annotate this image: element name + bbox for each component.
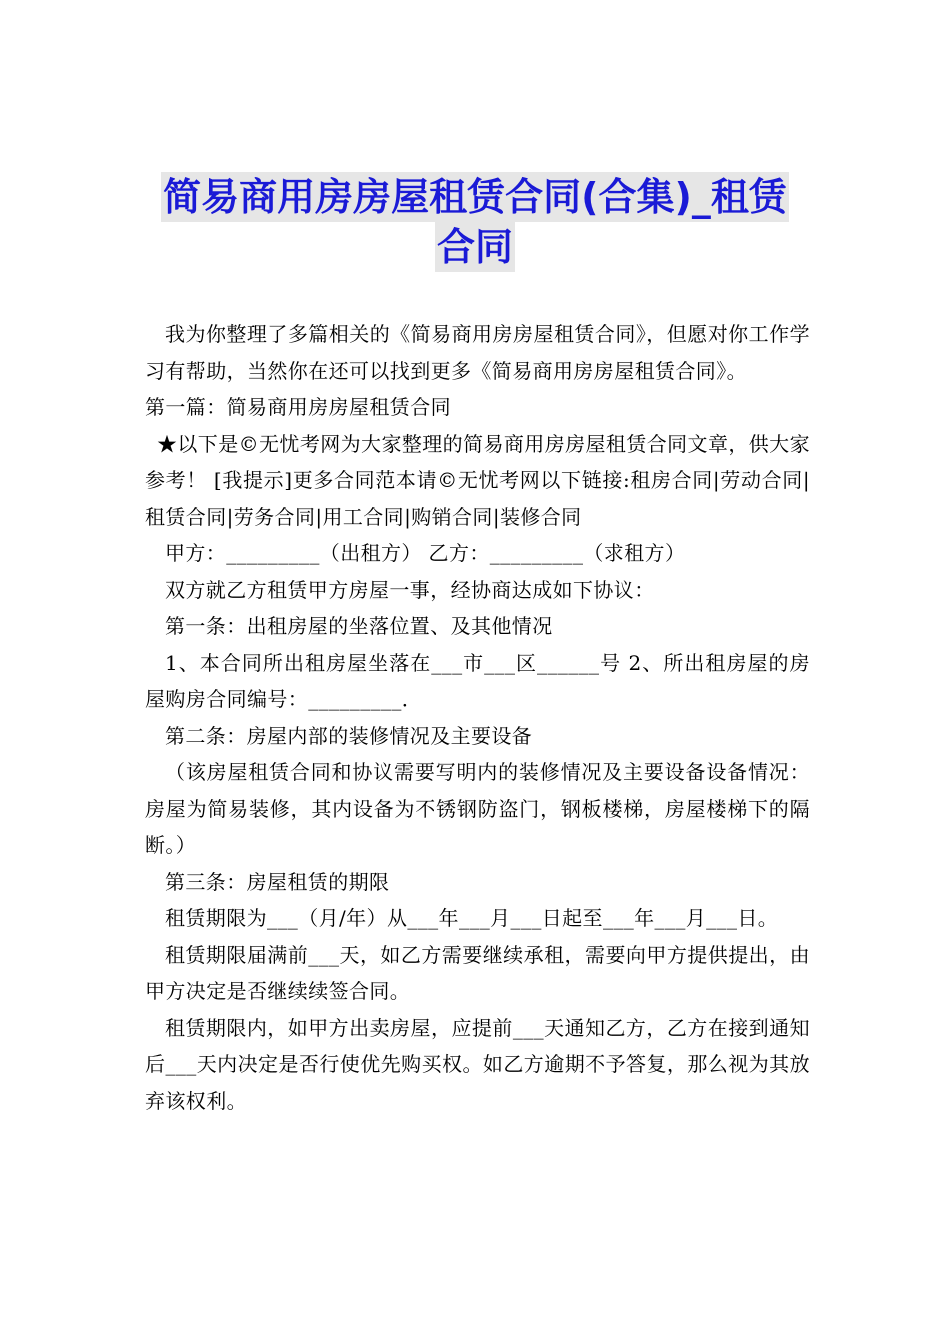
renewal-paragraph: 租赁期限届满前___天，如乙方需要继续承租，需要向甲方提供提出，由甲方决定是否继续续签合同。 <box>145 942 810 1003</box>
document-body <box>145 316 810 1119</box>
section-heading-1: 第一篇：简易商用房房屋租赁合同 <box>145 395 451 419</box>
lease-term-paragraph: 租赁期限为___（月/年）从___年___月___日起至___年___月___日。 <box>165 906 779 930</box>
article-2-heading: 第二条：房屋内部的装修情况及主要设备 <box>165 723 533 748</box>
parties-line: 甲方：_________（出租方） 乙方：_________（求租方） <box>165 541 686 565</box>
document-title <box>0 172 950 272</box>
article-3-heading: 第三条：房屋租赁的期限 <box>165 869 390 894</box>
article-2-content: （该房屋租赁合同和协议需要写明内的装修情况及主要设备设备情况：房屋为简易装修，其内设备为不锈钢防盗门，钢板楼梯，房屋楼梯下的隔断。） <box>145 760 810 857</box>
article-1-content: 1、本合同所出租房屋坐落在___市___区______号 2、所出租房屋的房屋购房合同编号：_________． <box>145 650 810 711</box>
agreement-paragraph: 双方就乙方租赁甲方房屋一事，经协商达成如下协议： <box>165 577 655 602</box>
article-1-heading: 第一条：出租房屋的坐落位置、及其他情况 <box>165 614 553 638</box>
title-line-2: 合同 <box>435 222 515 272</box>
sale-notice-paragraph: 租赁期限内，如甲方出卖房屋，应提前___天通知乙方，乙方在接到通知后___天内决定是否行使优先购买权。如乙方逾期不予答复，那么视为其放弃该权利。 <box>145 1015 810 1113</box>
notice-paragraph: ★以下是©无忧考网为大家整理的简易商用房房屋租赁合同文章，供大家参考！ [我提示]更多合同范本请©无忧考网以下链接:租房合同|劳动合同|租赁合同|劳务合同|用工合同|购销合同|装修合同 <box>145 431 810 529</box>
title-line-1: 简易商用房房屋租赁合同(合集)_租赁 <box>161 172 789 222</box>
intro-paragraph: 我为你整理了多篇相关的《简易商用房房屋租赁合同》，但愿对你工作学习有帮助，当然你在还可以找到更多《简易商用房房屋租赁合同》。 <box>145 322 810 383</box>
